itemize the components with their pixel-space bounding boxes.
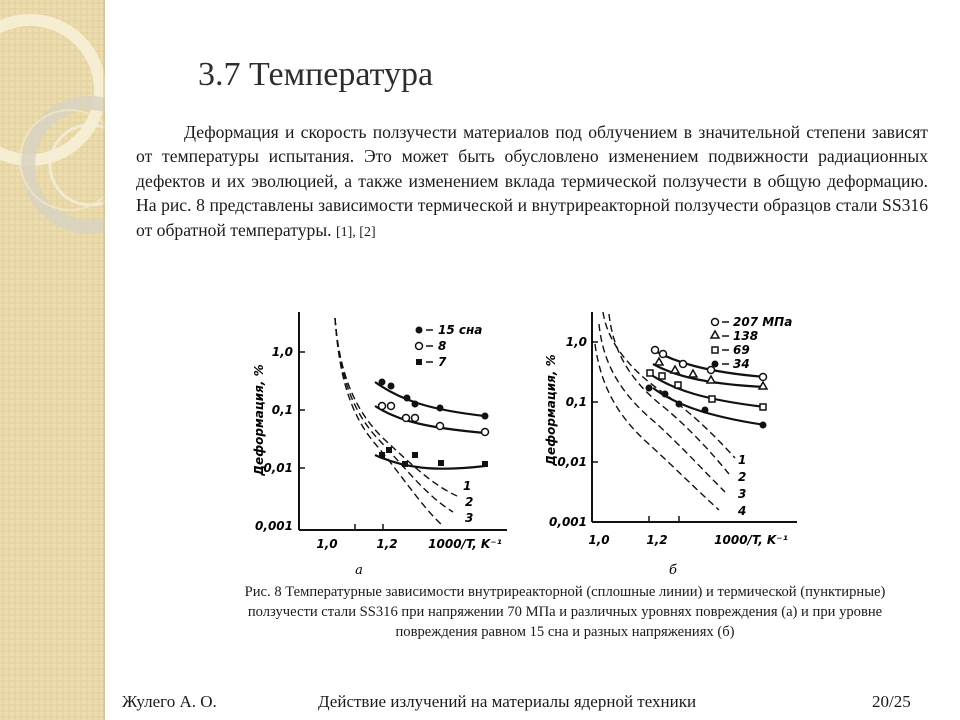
panel-b-point xyxy=(646,385,653,392)
panel-a-ytick-3: 0,01 xyxy=(263,461,293,475)
panel-b-point xyxy=(702,407,709,414)
slide-title: 3.7 Температура xyxy=(198,56,434,93)
panel-a-legend-2: 8 xyxy=(438,339,447,353)
chart-panel-b xyxy=(544,312,797,578)
panel-a-point xyxy=(437,405,444,412)
panel-b-legend-1: 207 МПа xyxy=(733,315,793,329)
panel-b-point xyxy=(760,374,767,381)
panel-b-curve-label-1: 1 xyxy=(738,453,747,467)
panel-a-point xyxy=(412,452,418,458)
panel-a-point xyxy=(403,415,410,422)
panel-a-ytick-4: 0,001 xyxy=(255,519,293,533)
panel-b-ytick-1: 1,0 xyxy=(565,335,587,349)
panel-b-legend-4: 34 xyxy=(733,357,750,371)
panel-b-point xyxy=(647,370,653,376)
panel-a-point xyxy=(404,395,411,402)
panel-a-point xyxy=(437,423,444,430)
panel-a-point xyxy=(379,403,386,410)
panel-b-legend-3: 69 xyxy=(733,343,750,357)
panel-b-point xyxy=(675,382,681,388)
panel-b-ytick-2: 0,1 xyxy=(565,395,587,409)
panel-b-point xyxy=(655,358,663,365)
panel-a-ytick-1: 1,0 xyxy=(271,345,293,359)
panel-b-xtick-2: 1,2 xyxy=(646,533,668,547)
panel-b-dashed-4 xyxy=(595,344,719,510)
panel-b-point xyxy=(707,376,715,383)
panel-b-point xyxy=(759,382,767,389)
panel-a-curve-label-2: 2 xyxy=(465,495,474,509)
footer-author: Жулего А. О. xyxy=(122,692,217,711)
panel-a-point xyxy=(379,379,386,386)
panel-b-curve-34 xyxy=(653,388,765,425)
panel-b-point xyxy=(689,370,697,377)
panel-a-curve-label-3: 3 xyxy=(465,511,474,525)
paragraph-text: Деформация и скорость ползучести материалов под облучением в значительной степени зависят от температуры испытания. Это может быть обусловлено изменением подвижности радиационных дефектов и их эволюцией, а также изменением вклада термической ползучести в общую деформацию. На рис. 8 представлены зависимости термической и внутриреакторной ползучести образцов стали SS316 от обратной температуры. xyxy=(136,122,928,240)
panel-a-legend xyxy=(416,323,483,369)
panel-a-point xyxy=(388,403,395,410)
panel-a-point xyxy=(482,461,488,467)
panel-b-point xyxy=(676,401,683,408)
panel-a-point xyxy=(402,461,408,467)
panel-b-point xyxy=(708,367,715,374)
body-paragraph xyxy=(136,120,928,245)
footer-page-number: 20/25 xyxy=(872,692,911,711)
panel-b-point xyxy=(671,366,679,373)
panel-b-legend xyxy=(711,315,792,371)
decorative-sidebar xyxy=(0,0,105,720)
panel-a-ytick-2: 0,1 xyxy=(271,403,293,417)
figure-8 xyxy=(235,300,815,585)
panel-b-point xyxy=(662,391,669,398)
panel-a-point xyxy=(412,415,419,422)
chart-panel-a xyxy=(252,312,507,578)
panel-a-xtick-2: 1,2 xyxy=(376,537,398,551)
panel-b-point xyxy=(760,404,766,410)
panel-b-curve-label-2: 2 xyxy=(738,470,747,484)
panel-a-point xyxy=(438,460,444,466)
panel-b-curve-label-3: 3 xyxy=(738,487,747,501)
panel-b-xtick-1: 1,0 xyxy=(588,533,610,547)
panel-a-legend-3: 7 xyxy=(438,355,447,369)
panel-a-point xyxy=(482,413,489,420)
panel-a-xtick-1: 1,0 xyxy=(316,537,338,551)
panel-b-point xyxy=(652,347,659,354)
panel-a-point xyxy=(388,383,395,390)
panel-b-point xyxy=(760,422,767,429)
panel-b-label: б xyxy=(669,563,677,578)
panel-b-xlabel: 1000/T, K⁻¹ xyxy=(714,533,788,547)
panel-b-point xyxy=(680,361,687,368)
footer-course-title: Действие излучений на материалы ядерной техники xyxy=(318,692,697,711)
panel-b-point xyxy=(659,373,665,379)
panel-b-ylabel: Деформация, % xyxy=(544,354,558,466)
panel-a-curve-7 xyxy=(375,455,485,469)
panel-b-ytick-3: 0,01 xyxy=(557,455,587,469)
panel-b-point xyxy=(709,396,715,402)
panel-a-label: а xyxy=(355,563,363,578)
reference-links: [1], [2] xyxy=(335,224,376,240)
panel-a-point xyxy=(412,401,419,408)
panel-a-dashed-3 xyxy=(335,318,443,526)
panel-a-xlabel: 1000/T, K⁻¹ xyxy=(428,537,502,551)
panel-b-curve-label-4: 4 xyxy=(738,504,747,518)
panel-b-point xyxy=(660,351,667,358)
panel-b-legend-2: 138 xyxy=(733,329,759,343)
panel-a-point xyxy=(482,429,489,436)
panel-a-point xyxy=(386,447,392,453)
panel-a-point xyxy=(379,452,385,458)
panel-a-legend-1: 15 сна xyxy=(438,323,483,337)
figure-caption: Рис. 8 Температурные зависимости внутриреакторной (сплошные линии) и термической (пунктирные) ползучести стали SS316 при напряжении 70 МПа и различных уровнях повреждения (а) и при уровне повреждения равном 15 сна и разных напряжениях (б) xyxy=(244,584,886,640)
panel-a-ylabel: Деформация, % xyxy=(252,364,266,476)
panel-b-ytick-4: 0,001 xyxy=(549,515,587,529)
panel-a-curve-label-1: 1 xyxy=(463,479,472,493)
